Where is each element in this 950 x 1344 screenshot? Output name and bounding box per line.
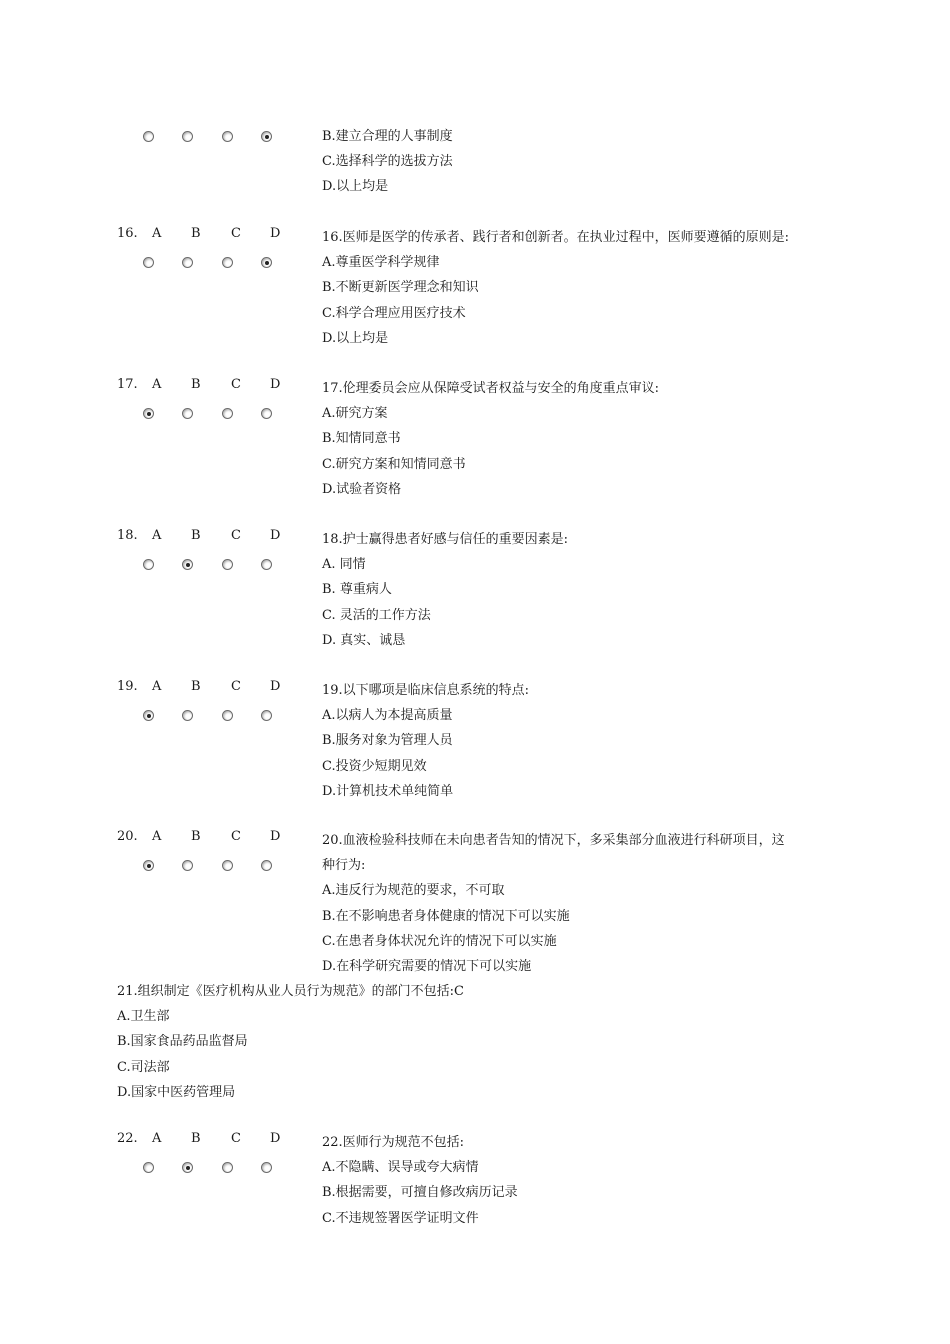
answer-radio-b[interactable] (182, 860, 193, 871)
answer-radio-c[interactable] (222, 860, 233, 871)
option-text: A.不隐瞒、误导或夸大病情 (322, 1160, 479, 1176)
option-text: C. 灵活的工作方法 (322, 607, 431, 623)
option-text: A. 同情 (322, 557, 366, 573)
choice-letter: D (270, 829, 281, 844)
answer-radio-d[interactable] (261, 1162, 272, 1173)
answer-radio-b[interactable] (182, 131, 193, 142)
option-text: B.建立合理的人事制度 (322, 129, 453, 144)
option-text: A.卫生部 (117, 1009, 170, 1025)
choice-letter: A (152, 1131, 162, 1146)
option-text: D.计算机技术单纯简单 (322, 783, 454, 799)
option-text: B.服务对象为管理人员 (322, 733, 453, 749)
choice-letter: A (152, 679, 162, 694)
answer-radio-c[interactable] (222, 559, 233, 570)
question-number: 20. (117, 829, 138, 844)
question-text: 22.医师行为规范不包括: (322, 1135, 465, 1150)
option-text: C.选择科学的选拔方法 (322, 154, 453, 170)
option-text: B.不断更新医学理念和知识 (322, 280, 479, 296)
question-text-cont: 种行为: (322, 858, 366, 874)
question-text: 20.血液检验科技师在未向患者告知的情况下，多采集部分血液进行科研项目，这 (322, 833, 785, 848)
question-number: 19. (117, 679, 138, 694)
question-number: 17. (117, 377, 138, 392)
choice-letter: D (270, 377, 281, 392)
choice-letter: B (191, 1131, 201, 1146)
option-text: A.研究方案 (322, 406, 388, 422)
choice-letter: C (231, 377, 241, 392)
question-text: 19.以下哪项是临床信息系统的特点: (322, 683, 530, 698)
answer-radio-c[interactable] (222, 257, 233, 268)
choice-letter: C (231, 829, 241, 844)
option-text: B.知情同意书 (322, 431, 401, 447)
option-text: C.不违规签署医学证明文件 (322, 1210, 479, 1226)
answer-radio-a[interactable] (143, 559, 154, 570)
choice-letter: B (191, 528, 201, 543)
answer-radio-a[interactable] (143, 860, 154, 871)
option-text: B.根据需要，可擅自修改病历记录 (322, 1185, 518, 1201)
option-text: C.在患者身体状况允许的情况下可以实施 (322, 933, 557, 949)
choice-letter: C (231, 679, 241, 694)
answer-radio-b[interactable] (182, 257, 193, 268)
answer-radio-b[interactable] (182, 710, 193, 721)
choice-letter: D (270, 679, 281, 694)
choice-letter: B (191, 679, 201, 694)
option-text: C.研究方案和知情同意书 (322, 456, 466, 472)
question-text: 21.组织制定《医疗机构从业人员行为规范》的部门不包括:C (117, 984, 465, 999)
choice-letter: A (152, 226, 162, 241)
option-text: B.国家食品药品监督局 (117, 1034, 248, 1050)
choice-letter: C (231, 226, 241, 241)
option-text: D.以上均是 (322, 330, 389, 346)
answer-radio-a[interactable] (143, 257, 154, 268)
choice-letter: C (231, 528, 241, 543)
answer-radio-c[interactable] (222, 1162, 233, 1173)
question-number: 16. (117, 226, 138, 241)
question-number: 18. (117, 528, 138, 543)
answer-radio-c[interactable] (222, 131, 233, 142)
choice-letter: A (152, 829, 162, 844)
answer-radio-a[interactable] (143, 408, 154, 419)
choice-letter: D (270, 226, 281, 241)
answer-radio-b[interactable] (182, 559, 193, 570)
question-number: 22. (117, 1131, 138, 1146)
answer-radio-d[interactable] (261, 408, 272, 419)
choice-letter: B (191, 377, 201, 392)
option-text: D.试验者资格 (322, 481, 402, 497)
answer-radio-d[interactable] (261, 559, 272, 570)
answer-radio-d[interactable] (261, 710, 272, 721)
answer-radio-a[interactable] (143, 1162, 154, 1173)
option-text: D.在科学研究需要的情况下可以实施 (322, 959, 532, 974)
option-text: D.以上均是 (322, 179, 389, 195)
option-text: A.违反行为规范的要求，不可取 (322, 883, 505, 899)
option-text: B.在不影响患者身体健康的情况下可以实施 (322, 908, 570, 924)
answer-radio-c[interactable] (222, 408, 233, 419)
choice-letter: B (191, 829, 201, 844)
answer-radio-d[interactable] (261, 131, 272, 142)
answer-radio-b[interactable] (182, 408, 193, 419)
answer-radio-d[interactable] (261, 257, 272, 268)
option-text: D.国家中医药管理局 (117, 1084, 236, 1100)
option-text: C.科学合理应用医疗技术 (322, 305, 466, 321)
choice-letter: C (231, 1131, 241, 1146)
option-text: C.投资少短期见效 (322, 758, 427, 774)
choice-letter: A (152, 377, 162, 392)
option-text: A.以病人为本提高质量 (322, 708, 453, 724)
choice-letter: D (270, 1131, 281, 1146)
answer-radio-b[interactable] (182, 1162, 193, 1173)
option-text: B. 尊重病人 (322, 582, 392, 598)
option-text: C.司法部 (117, 1059, 170, 1075)
answer-radio-a[interactable] (143, 710, 154, 721)
question-text: 18.护士赢得患者好感与信任的重要因素是: (322, 532, 569, 547)
answer-radio-d[interactable] (261, 860, 272, 871)
choice-letter: D (270, 528, 281, 543)
option-text: D. 真实、诚恳 (322, 632, 406, 648)
answer-radio-a[interactable] (143, 131, 154, 142)
question-text: 17.伦理委员会应从保障受试者权益与安全的角度重点审议: (322, 381, 660, 396)
choice-letter: B (191, 226, 201, 241)
question-text: 16.医师是医学的传承者、践行者和创新者。在执业过程中，医师要遵循的原则是: (322, 230, 790, 245)
choice-letter: A (152, 528, 162, 543)
option-text: A.尊重医学科学规律 (322, 255, 440, 271)
answer-radio-c[interactable] (222, 710, 233, 721)
